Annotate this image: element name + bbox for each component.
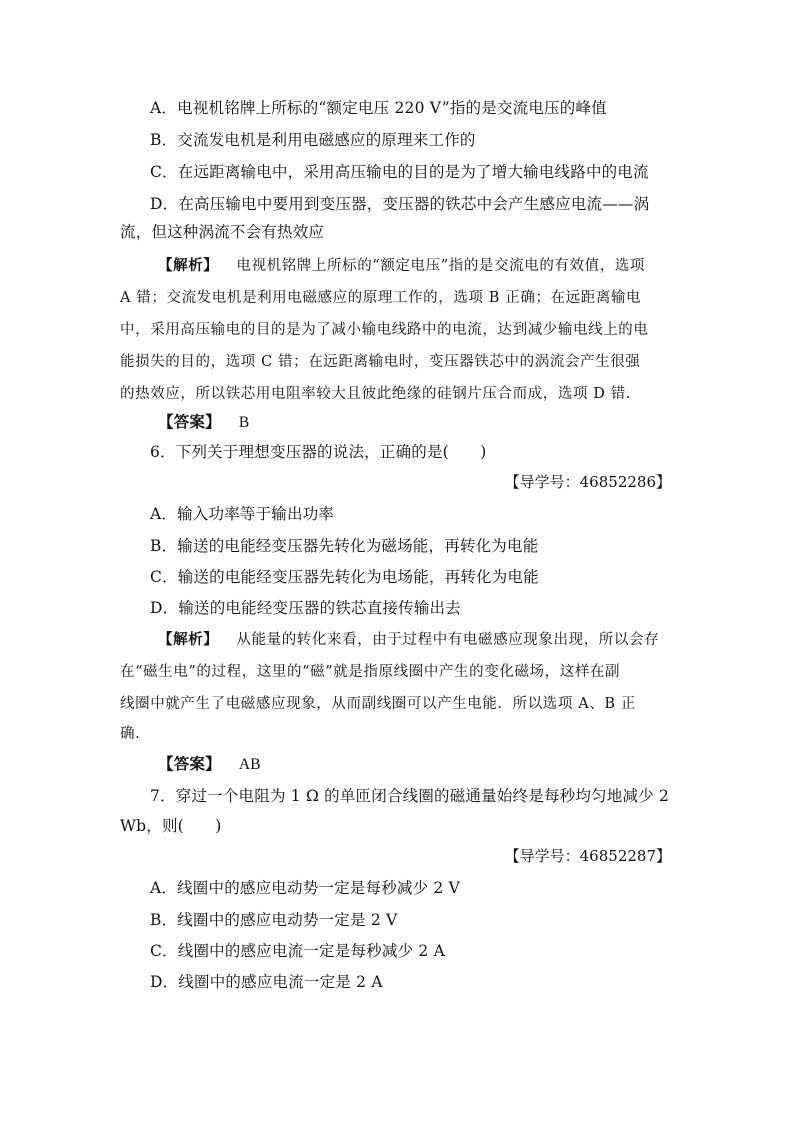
q7-stem-line-2: Wb，则( ) bbox=[120, 817, 222, 835]
answer-value: B bbox=[238, 414, 250, 431]
q5-option-c: C．在远距离输电中，采用高压输电的目的是为了增大输电线路中的电流 bbox=[150, 163, 649, 181]
q6-stem: 6．下列关于理想变压器的说法，正确的是( ) bbox=[150, 443, 487, 461]
q6-option-d: D．输送的电能经变压器的铁芯直接传输出去 bbox=[150, 599, 461, 617]
explanation-tag: 【解析】 bbox=[158, 631, 219, 648]
q7-option-d: D．线圈中的感应电流一定是 2 A bbox=[150, 973, 383, 991]
q7-option-c: C．线圈中的感应电流一定是每秒减少 2 A bbox=[150, 942, 445, 960]
answer-tag: 【答案】 bbox=[158, 754, 221, 773]
q5-explanation-line-4: 能损失的目的，选项 C 错；在远距离输电时，变压器铁芯中的涡流会产生很强 bbox=[120, 354, 641, 370]
answer-value: AB bbox=[238, 756, 261, 773]
q5-answer bbox=[158, 410, 249, 432]
q6-reference-number: 【导学号：46852286】 bbox=[504, 473, 671, 491]
q5-option-d: D．在高压输电中要用到变压器，变压器的铁芯中会产生感应电流——涡 bbox=[150, 195, 650, 213]
q6-explanation-line-4: 确. bbox=[120, 726, 141, 742]
q6-option-a: A．输入功率等于输出功率 bbox=[150, 505, 335, 523]
answer-tag: 【答案】 bbox=[158, 412, 221, 431]
q5-option-b: B．交流发电机是利用电磁感应的原理来工作的 bbox=[150, 131, 476, 149]
q5-explanation-line-1 bbox=[158, 254, 645, 275]
q5-option-d-cont: 流，但这种涡流不会有热效应 bbox=[120, 223, 325, 241]
q6-explanation-line-3: 线圈中就产生了电磁感应现象，从而副线圈可以产生电能．所以选项 A、B 正 bbox=[120, 696, 636, 712]
q7-reference-number: 【导学号：46852287】 bbox=[504, 847, 671, 865]
q7-option-b: B．线圈中的感应电动势一定是 2 V bbox=[150, 911, 398, 929]
q6-explanation-line-2: 在“磁生电”的过程，这里的“磁”就是指原线圈中产生的变化磁场，这样在副 bbox=[120, 664, 621, 680]
q6-answer bbox=[158, 752, 261, 774]
explanation-tag: 【解析】 bbox=[158, 257, 219, 274]
q5-explanation-line-2: A 错；交流发电机是利用电磁感应的原理工作的，选项 B 正确；在远距离输电 bbox=[120, 290, 642, 306]
q7-stem-line-1: 7．穿过一个电阻为 1 Ω 的单匝闭合线圈的磁通量始终是每秒均匀地减少 2 bbox=[150, 787, 670, 805]
q6-explanation-line-1 bbox=[158, 628, 659, 649]
q6-option-c: C．输送的电能经变压器先转化为电场能，再转化为电能 bbox=[150, 568, 539, 586]
q6-option-b: B．输送的电能经变压器先转化为磁场能，再转化为电能 bbox=[150, 537, 539, 555]
q5-explanation-line-3: 中，采用高压输电的目的是为了减小输电线路中的电流，达到减少输电线上的电 bbox=[120, 322, 649, 338]
explanation-text: 电视机铭牌上所标的“额定电压”指的是交流电的有效值，选项 bbox=[236, 258, 646, 274]
q7-option-a: A．线圈中的感应电动势一定是每秒减少 2 V bbox=[150, 879, 461, 897]
explanation-text: 从能量的转化来看，由于过程中有电磁感应现象出现，所以会存 bbox=[236, 632, 660, 648]
q5-explanation-line-5: 的热效应，所以铁芯用电阻率较大且彼此绝缘的硅钢片压合而成，选项 D 错. bbox=[120, 386, 632, 402]
q5-option-a: A．电视机铭牌上所标的“额定电压 220 V”指的是交流电压的峰值 bbox=[150, 99, 607, 117]
